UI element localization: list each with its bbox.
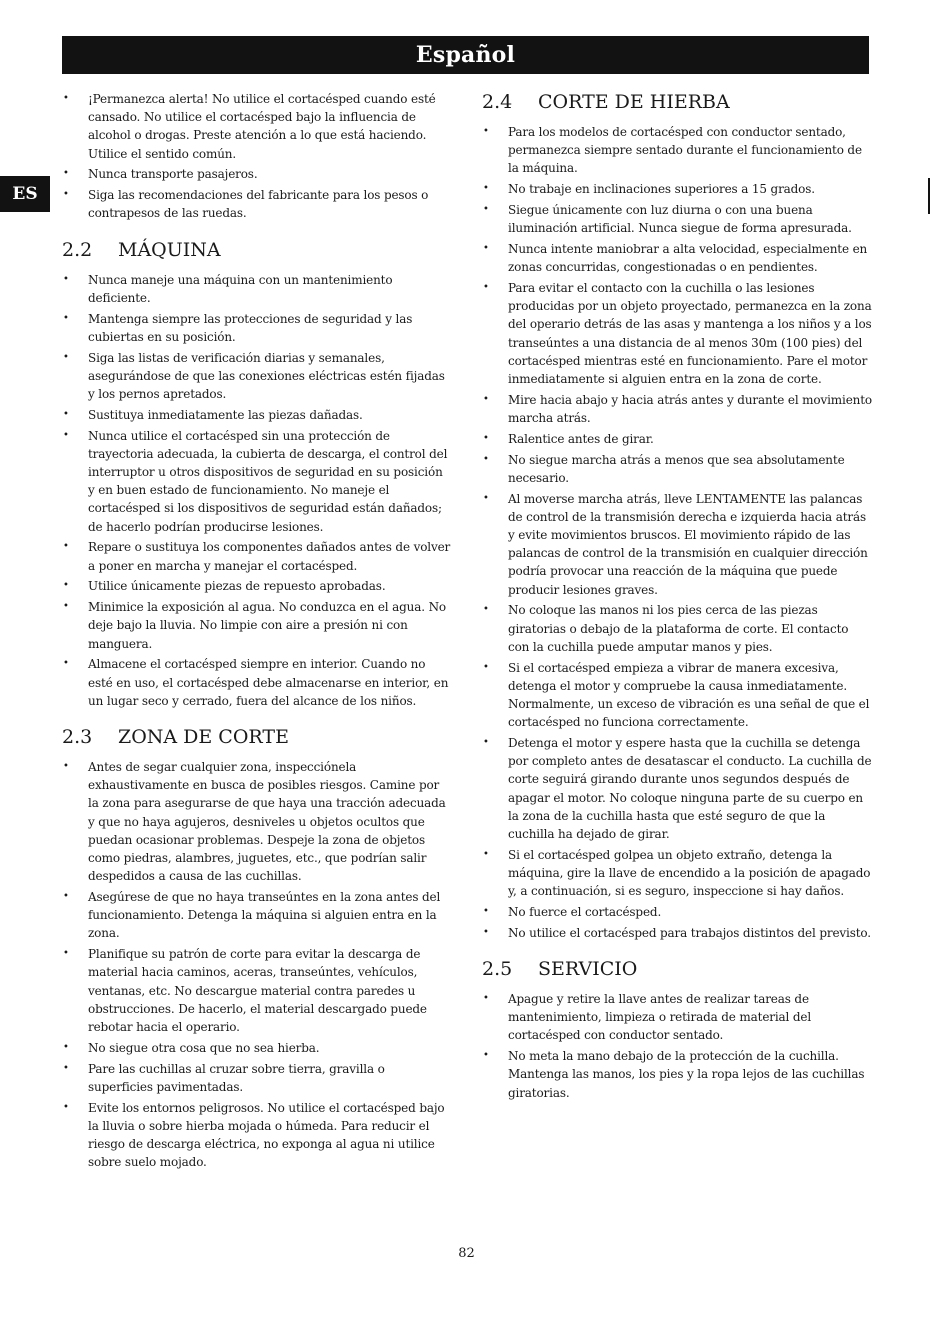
list-item: • No coloque las manos ni los pies cerca de las piezas giratorias o debajo de la plataforma de corte. El contacto con la cuchilla puede amputar manos y pies.	[482, 601, 872, 656]
list-item: • Siga las listas de verificación diarias y semanales, asegurándose de que las conexiones eléctricas estén fijadas y los pernos apretados.	[62, 349, 452, 404]
list-item: • Pare las cuchillas al cruzar sobre tierra, gravilla o superficies pavimentadas.	[62, 1060, 452, 1096]
list-item: • Minimice la exposición al agua. No conduzca en el agua. No deje bajo la lluvia. No limpie con aire a presión ni con manguera.	[62, 598, 452, 653]
list-item: • Nunca intente maniobrar a alta velocidad, especialmente en zonas concurridas, congestionadas o en pendientes.	[482, 240, 872, 276]
intro-list	[62, 90, 452, 223]
list-item: • Nunca maneje una máquina con un mantenimiento deficiente.	[62, 271, 452, 307]
section-title: SERVICIO	[538, 958, 638, 981]
list-item: • ¡Permanezca alerta! No utilice el cortacésped cuando esté cansado. No utilice el cortacésped bajo la influencia de alcohol o drogas. Preste atención a lo que está haciendo. Utilice el sentido común.	[62, 90, 452, 163]
section-heading-corte-de-hierba	[482, 90, 872, 114]
list-item: • Si el cortacésped empieza a vibrar de manera excesiva, detenga el motor y compruebe la causa inmediatamente. Normalmente, un exceso de vibración es una señal de que el cortacésped no funciona correctamente.	[482, 659, 872, 732]
language-side-tab	[0, 176, 50, 212]
banner-title: Español	[415, 42, 516, 68]
list-item: • Apague y retire la llave antes de realizar tareas de mantenimiento, limpieza o retirada de material del cortacésped con conductor sentado.	[482, 990, 872, 1045]
list-item: • No siegue marcha atrás a menos que sea absolutamente necesario.	[482, 451, 872, 487]
section-heading-maquina	[62, 238, 452, 262]
list-item: • No siegue otra cosa que no sea hierba.	[62, 1039, 452, 1057]
list-item: • Al moverse marcha atrás, lleve LENTAMENTE las palancas de control de la transmisión derecha e izquierda hacia atrás y evite movimientos bruscos. El movimiento rápido de las palancas de control de la transmisión en cualquier dirección podría provocar una reacción de la máquina que puede producir lesiones graves.	[482, 490, 872, 599]
list-item: • Planifique su patrón de corte para evitar la descarga de material hacia caminos, aceras, transeúntes, vehículos, ventanas, etc. No descargue material contra paredes u obstrucciones. De hacerlo, el material descargado puede rebotar hacia el operario.	[62, 945, 452, 1036]
list-item: • Siga las recomendaciones del fabricante para los pesos o contrapesos de las ruedas.	[62, 186, 452, 222]
list-item: • No utilice el cortacésped para trabajos distintos del previsto.	[482, 924, 872, 942]
section-number: 2.5	[482, 958, 513, 981]
corte-de-hierba-list	[482, 123, 872, 942]
list-item: • Mantenga siempre las protecciones de seguridad y las cubiertas en su posición.	[62, 310, 452, 346]
section-heading-zona-de-corte	[62, 725, 452, 749]
list-item: • Para evitar el contacto con la cuchilla o las lesiones producidas por un objeto proyectado, permanezca en la zona del operario detrás de las asas y mantenga a los niños y a los transeúntes a una distancia de al menos 30m (100 pies) del cortacésped mientras esté en funcionamiento. Pare el motor inmediatamente si alguien entra en la zona de corte.	[482, 279, 872, 388]
language-banner	[62, 36, 869, 74]
list-item: • Nunca transporte pasajeros.	[62, 165, 452, 183]
section-number: 2.4	[482, 91, 513, 113]
section-number: 2.2	[62, 238, 93, 261]
section-title: ZONA DE CORTE	[118, 726, 289, 749]
list-item: • Nunca utilice el cortacésped sin una protección de trayectoria adecuada, la cubierta de descarga, el control del interruptor u otros dispositivos de seguridad en su posición y en buen estado de funcionamiento. No maneje el cortacésped si los dispositivos de seguridad están dañados; de hacerlo podrían producirse lesiones.	[62, 427, 452, 536]
left-column	[62, 90, 452, 1174]
list-item: • Sustituya inmediatamente las piezas dañadas.	[62, 406, 452, 424]
list-item: • Repare o sustituya los componentes dañados antes de volver a poner en marcha y manejar el cortacésped.	[62, 538, 452, 574]
maquina-list	[62, 271, 452, 710]
side-tab-label: ES	[12, 184, 38, 204]
list-item: • No fuerce el cortacésped.	[482, 903, 872, 921]
list-item: • Utilice únicamente piezas de repuesto aprobadas.	[62, 577, 452, 595]
section-heading-servicio	[482, 957, 872, 981]
list-item: • Asegúrese de que no haya transeúntes en la zona antes del funcionamiento. Detenga la máquina si alguien entra en la zona.	[62, 888, 452, 943]
page-number: 82	[458, 1246, 475, 1261]
right-column	[482, 90, 872, 1104]
list-item: • Detenga el motor y espere hasta que la cuchilla se detenga por completo antes de desatascar el conducto. La cuchilla de corte seguirá girando durante unos segundos después de apagar el motor. No coloque ninguna parte de su cuerpo en la zona de la cuchilla hasta que esté seguro de que la cuchilla ha dejado de girar.	[482, 734, 872, 843]
list-item: • Antes de segar cualquier zona, inspecciónela exhaustivamente en busca de posibles riesgos. Camine por la zona para asegurarse de que haya una tracción adecuada y que no haya agujeros, desniveles u objetos ocultos que puedan ocasionar problemas. Despeje la zona de objetos como piedras, alambres, juguetes, etc., que podrían salir despedidos a causa de las cuchillas.	[62, 758, 452, 885]
section-number: 2.3	[62, 726, 93, 749]
list-item: • Ralentice antes de girar.	[482, 430, 872, 448]
zona-de-corte-list	[62, 758, 452, 1171]
section-title: MÁQUINA	[118, 238, 221, 261]
list-item: • No meta la mano debajo de la protección de la cuchilla. Mantenga las manos, los pies y la ropa lejos de las cuchillas giratorias.	[482, 1047, 872, 1102]
list-item: • Evite los entornos peligrosos. No utilice el cortacésped bajo la lluvia o sobre hierba mojada o húmeda. Para reducir el riesgo de descarga eléctrica, no exponga al agua ni utilice sobre suelo mojado.	[62, 1099, 452, 1172]
list-item: • Si el cortacésped golpea un objeto extraño, detenga la máquina, gire la llave de encendido a la posición de apagado y, a continuación, si es seguro, inspeccione si hay daños.	[482, 846, 872, 901]
servicio-list	[482, 990, 872, 1102]
list-item: • Para los modelos de cortacésped con conductor sentado, permanezca siempre sentado durante el funcionamiento de la máquina.	[482, 123, 872, 178]
list-item: • No trabaje en inclinaciones superiores a 15 grados.	[482, 180, 872, 198]
list-item: • Siegue únicamente con luz diurna o con una buena iluminación artificial. Nunca siegue de forma apresurada.	[482, 201, 872, 237]
section-title: CORTE DE HIERBA	[538, 91, 730, 113]
list-item: • Almacene el cortacésped siempre en interior. Cuando no esté en uso, el cortacésped debe almacenarse en interior, en un lugar seco y cerrado, fuera del alcance de los niños.	[62, 655, 452, 710]
list-item: • Mire hacia abajo y hacia atrás antes y durante el movimiento marcha atrás.	[482, 391, 872, 427]
page-edge-mark	[928, 178, 930, 214]
